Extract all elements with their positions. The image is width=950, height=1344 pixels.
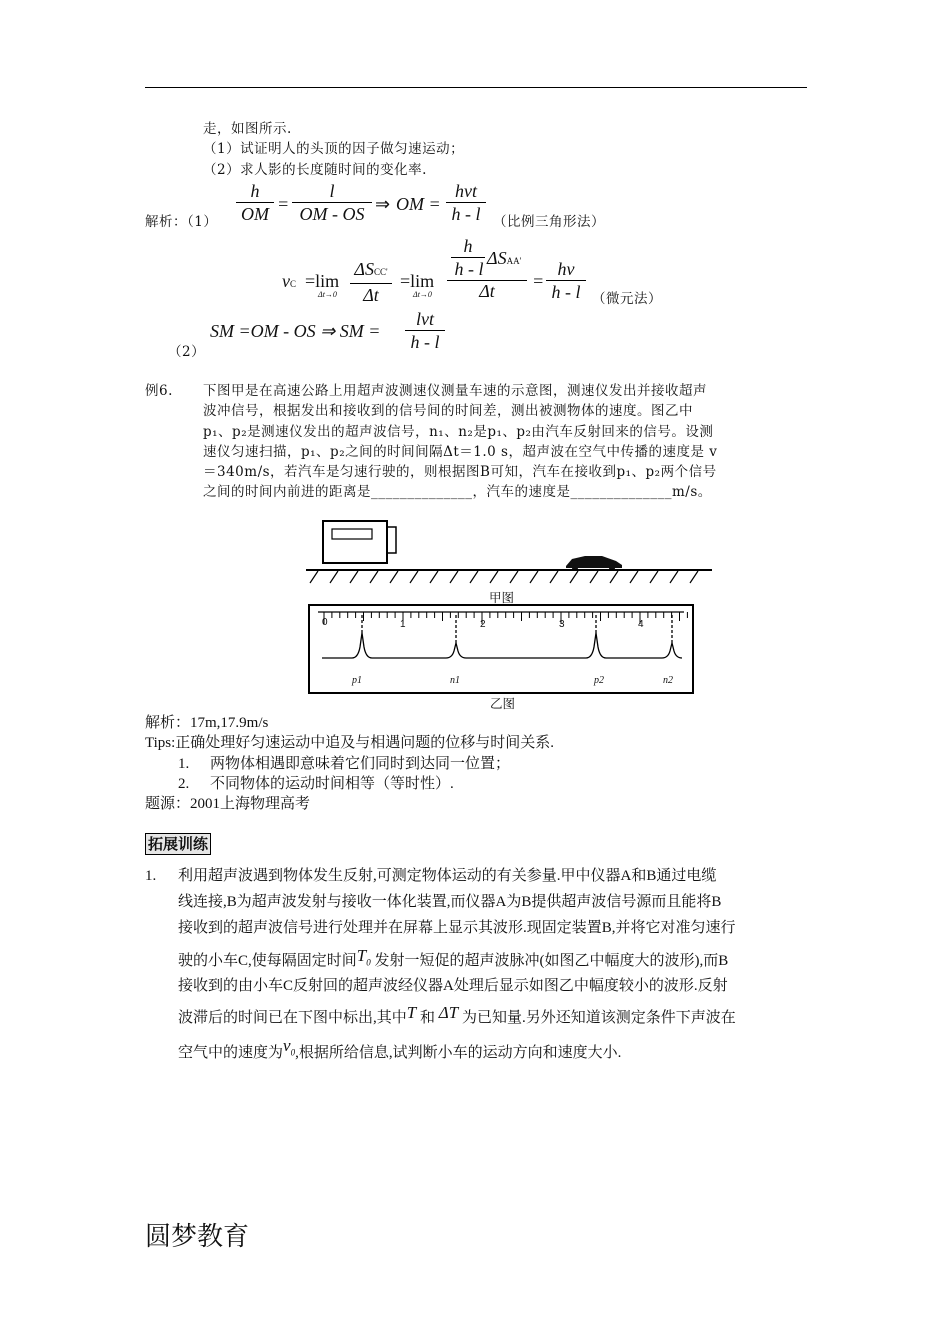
ultrasonic-figure: [300, 515, 720, 715]
pulse-trace: [322, 615, 682, 658]
exercise-line: 波滞后的时间已在下图中标出,其中T 和 ΔT 为已知量.另外还知道该测定条件下声波在: [178, 1003, 736, 1026]
example-line: 下图甲是在高速公路上用超声波测速仪测量车速的示意图，测速仪发出并接收超声: [203, 383, 707, 399]
road: [306, 570, 712, 583]
scale-label: 1: [400, 619, 406, 630]
figure-caption-top: 甲图: [489, 590, 515, 605]
speed-meter-device: [323, 521, 396, 563]
scale-label: 4: [638, 619, 644, 630]
pulse-label: p2: [594, 675, 604, 686]
scale-label: 3: [559, 619, 565, 630]
pulse-label: n1: [450, 675, 460, 686]
exercise-line: 利用超声波遇到物体发生反射,可测定物体运动的有关参量.甲中仪器A和B通过电缆: [178, 868, 717, 884]
answer-line: 解析：17m,17.9m/s: [145, 715, 269, 731]
example-line: 之间的时间内前进的距离是______________，汽车的速度是______________m/s。: [203, 484, 712, 500]
exercise-line: 驶的小车C,使每隔固定时间$T_0$ 发射一短促的超声波脉冲(如图乙中幅度大的波形),而B: [178, 946, 729, 969]
method-note-2: （微元法）: [592, 291, 662, 307]
exercise-number: 1.: [145, 868, 157, 884]
footer-brand: 圆梦教育: [145, 1222, 250, 1252]
pulse-label: p1: [352, 675, 362, 686]
header-rule: [145, 87, 807, 88]
exercise-line: 线连接,B为超声波发射与接收一体化装置,而仪器A为B提供超声波信号源而且能将B: [178, 894, 722, 910]
scale-label: 2: [480, 619, 486, 630]
example-line: 速仪匀速扫描，p₁、p₂之间的时间间隔Δt＝1.0 s，超声波在空气中传播的速度是 v: [203, 444, 718, 460]
part-2-label: （2）: [168, 344, 206, 360]
tip-item: 不同物体的运动时间相等（等时性）.: [210, 776, 454, 792]
oscilloscope-frame: [309, 605, 693, 693]
scale-label: 0: [322, 617, 328, 628]
tips-line: Tips:正确处理好匀速运动中追及与相遇问题的位移与时间关系.: [145, 735, 555, 751]
tip-item: 两物体相遇即意味着它们同时到达同一位置；: [210, 756, 511, 772]
intro-line-2: （1）试证明人的头顶的因子做匀速运动；: [203, 141, 465, 157]
intro-line-3: （2）求人影的长度随时间的变化率.: [203, 162, 427, 178]
example-label: 例6.: [145, 383, 173, 399]
car-icon: [566, 556, 622, 571]
exercise-line: 接收到的由小车C反射回的超声波经仪器A处理后显示如图乙中幅度较小的波形.反射: [178, 978, 728, 994]
intro-line-1: 走，如图所示.: [203, 121, 292, 137]
exercise-body: [178, 863, 806, 1067]
pulse-label: n2: [663, 675, 673, 686]
figure-caption-bottom: 乙图: [490, 696, 516, 711]
section-heading: 拓展训练: [145, 833, 211, 855]
exercise-line: 接收到的超声波信号进行处理并在屏幕上显示其波形.现固定装置B,并将它对准匀速行: [178, 920, 736, 936]
example-line: ＝340m/s，若汽车是匀速行驶的，则根据图B可知，汽车在接收到p₁、p₂两个信号: [203, 464, 717, 480]
tip-number: 2.: [178, 776, 190, 792]
exercise-line: 空气中的速度为$v_0$,根据所给信息,试判断小车的运动方向和速度大小.: [178, 1036, 622, 1061]
tip-number: 1.: [178, 756, 190, 772]
example-line: 波冲信号，根据发出和接收到的信号间的时间差，测出被测物体的速度。图乙中: [203, 403, 693, 419]
method-note-1: （比例三角形法）: [493, 214, 605, 230]
source-line: 题源：2001上海物理高考: [145, 796, 311, 812]
solution-label: 解析：（1）: [145, 214, 218, 230]
example-line: p₁、p₂是测速仪发出的超声波信号，n₁、n₂是p₁、p₂由汽车反射回来的信号。设测: [203, 424, 714, 440]
